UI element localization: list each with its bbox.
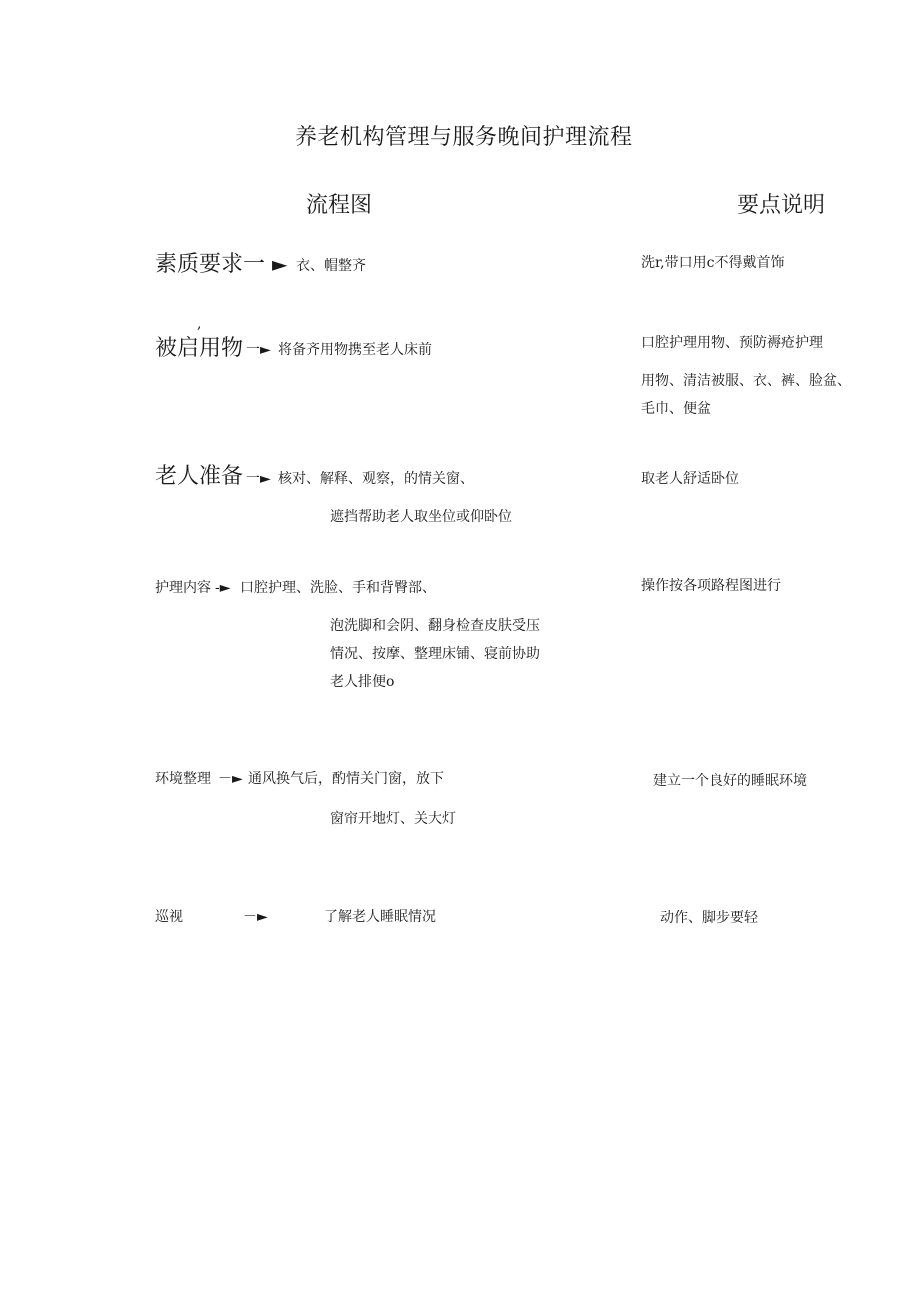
- step-care-label: 护理内容: [155, 580, 211, 596]
- step-patrol-note: 动作、脚步要轻: [660, 910, 758, 926]
- step-quality-label: 素质要求一: [155, 252, 266, 277]
- page-title: 养老机构管理与服务晚间护理流程: [295, 125, 633, 150]
- notes-column-header: 要点说明: [737, 193, 826, 218]
- step-env-text: 通风换气后，酌情关门窗，放下: [248, 771, 444, 787]
- step-elder-text: 核对、解释、观察，的情关窗、: [278, 471, 474, 487]
- step-items-label: 被启用物: [155, 336, 244, 361]
- step-elder-arrow: 一►: [246, 471, 271, 487]
- flow-column-header: 流程图: [306, 193, 373, 218]
- step-patrol-text: 了解老人睡眠情况: [324, 909, 436, 925]
- step-items-arrow: 一►: [246, 342, 271, 358]
- step-elder-label: 老人准备: [155, 464, 244, 489]
- step-care-arrow: -►: [215, 580, 231, 596]
- step-env-label: 环境整理: [155, 771, 211, 787]
- step-env-arrow: －►: [218, 771, 243, 787]
- step-care-text-line-4: 老人排便o: [330, 674, 395, 690]
- step-elder-text-line-2: 遮挡帮助老人取坐位或仰卧位: [330, 509, 512, 525]
- step-quality-text: 衣、帽整齐: [296, 258, 366, 274]
- step-items-note-line-3: 毛巾、便盆: [641, 401, 711, 417]
- step-elder-note: 取老人舒适卧位: [641, 471, 739, 487]
- step-care-text-line-2: 泡洗脚和会阴、翻身检查皮肤受压: [330, 618, 540, 634]
- step-items-note-line-1: 口腔护理用物、预防褥疮护理: [641, 335, 823, 351]
- step-env-text-line-2: 窗帘开地灯、关大灯: [330, 811, 456, 827]
- stray-mark: ,: [197, 316, 202, 332]
- step-patrol-label: 巡视: [155, 909, 183, 925]
- step-items-note-line-2: 用物、清洁被服、衣、裤、脸盆、: [641, 373, 851, 389]
- step-patrol-arrow: －►: [243, 909, 268, 925]
- step-quality-note: 洗r,带口用c不得戴首饰: [641, 255, 785, 271]
- step-items-text: 将备齐用物携至老人床前: [278, 342, 432, 358]
- step-care-text-line-3: 情况、按摩、整理床铺、寝前协助: [330, 646, 540, 662]
- step-quality-arrow: ►: [272, 252, 288, 276]
- step-env-note: 建立一个良好的睡眠环境: [653, 773, 807, 789]
- step-care-note: 操作按各项路程图进行: [641, 578, 781, 594]
- step-care-text: 口腔护理、洗脸、手和背臀部、: [240, 580, 436, 596]
